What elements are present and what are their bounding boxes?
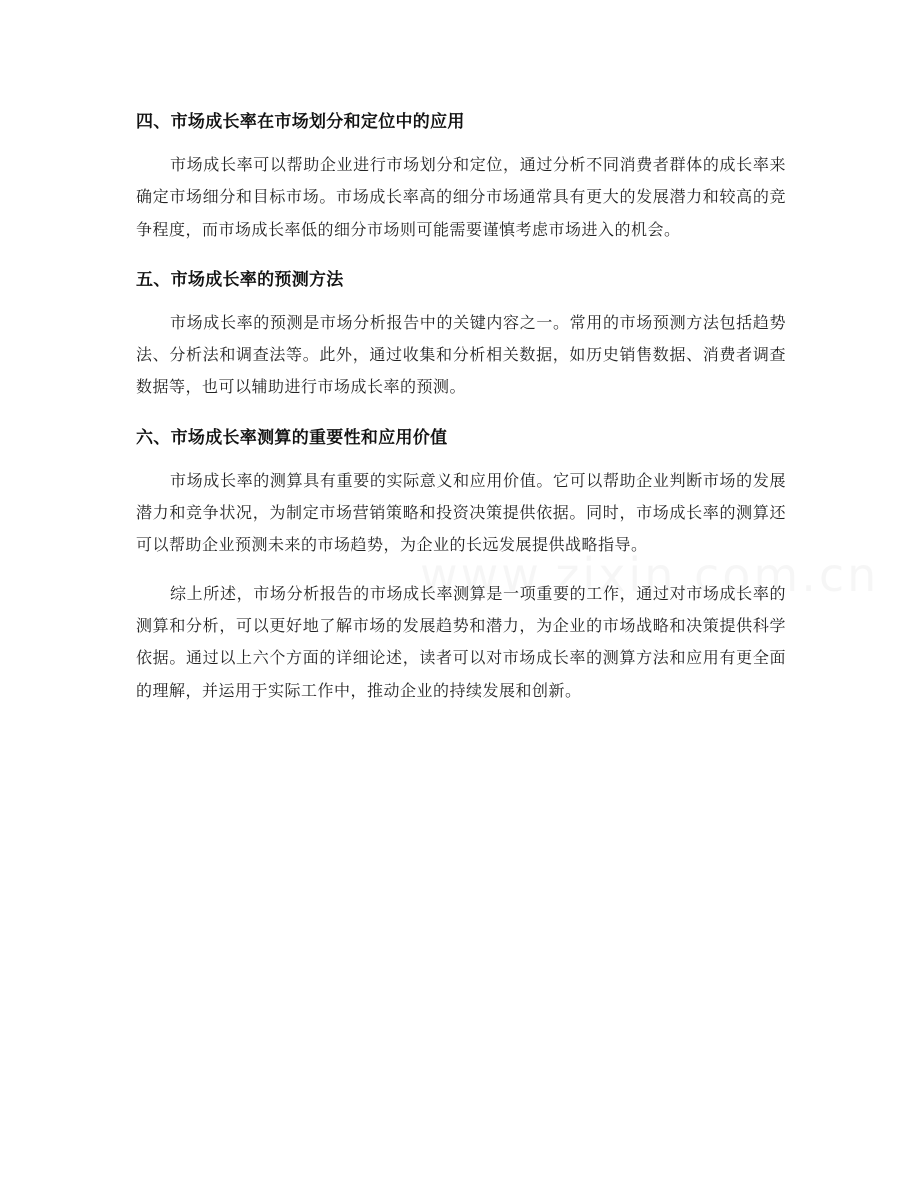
section-heading: 六、市场成长率测算的重要性和应用价值	[136, 427, 448, 448]
section-heading: 四、市场成长率在市场划分和定位中的应用	[136, 112, 465, 132]
section-4	[136, 104, 786, 246]
section-5	[136, 262, 786, 404]
section-paragraph: 市场成长率可以帮助企业进行市场划分和定位，通过分析不同消费者群体的成长率来确定市场细分和目标市场。市场成长率高的细分市场通常具有更大的发展潜力和较高的竞争程度，而市场成长率低的细分市场则可能需要谨慎考虑市场进入的机会。	[136, 155, 786, 239]
conclusion-paragraph: 综上所述，市场分析报告的市场成长率测算是一项重要的工作，通过对市场成长率的测算和分析，可以更好地了解市场的发展趋势和潜力，为企业的市场战略和决策提供科学依据。通过以上六个方面的详细论述，读者可以对市场成长率的测算方法和应用有更全面的理解，并运用于实际工作中，推动企业的持续发展和创新。	[136, 583, 786, 700]
section-paragraph: 市场成长率的测算具有重要的实际意义和应用价值。它可以帮助企业判断市场的发展潜力和竞争状况，为制定市场营销策略和投资决策提供依据。同时，市场成长率的测算还可以帮助企业预测未来的市场趋势，为企业的长远发展提供战略指导。	[136, 470, 786, 555]
document-body	[136, 104, 786, 707]
section-6	[136, 420, 786, 562]
section-heading: 五、市场成长率的预测方法	[136, 269, 344, 290]
section-paragraph: 市场成长率的预测是市场分析报告中的关键内容之一。常用的市场预测方法包括趋势法、分析法和调查法等。此外，通过收集和分析相关数据，如历史销售数据、消费者调查数据等，也可以辅助进行市场成长率的预测。	[136, 312, 786, 397]
